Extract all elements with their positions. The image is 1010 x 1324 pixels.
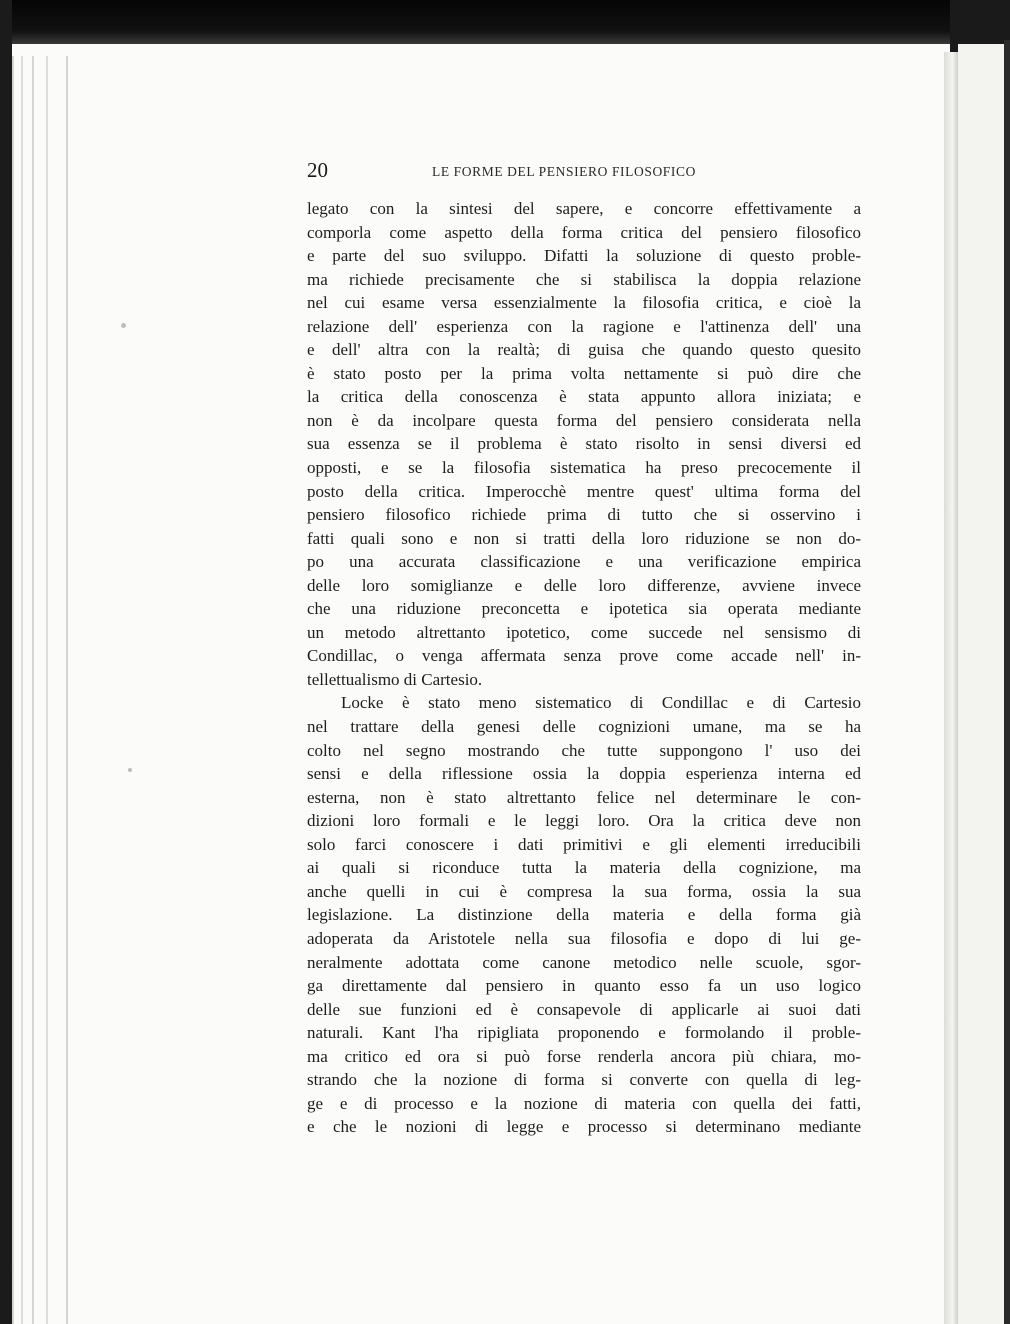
text-line: relazione dell' esperienza con la ragione e l'attinenza dell' una [307, 316, 861, 336]
text-line: posto della critica. Imperocchè mentre quest' ultima forma del [307, 481, 861, 501]
text-line: che una riduzione preconcetta e ipotetica sia operata mediante [307, 599, 861, 619]
text-line: ge e di processo e la nozione di materia con quella dei fatti, [307, 1093, 861, 1113]
text-line: adoperata da Aristotele nella sua filosofia e dopo di lui ge- [307, 928, 861, 948]
text-line: legislazione. La distinzione della materia e della forma già [307, 905, 861, 925]
text-line: tellettualismo di Cartesio. [307, 669, 483, 689]
scan-border-right [1004, 40, 1010, 1324]
text-line: fatti quali sono e non si tratti della loro riduzione se non do- [307, 528, 861, 548]
text-line: pensiero filosofico richiede prima di tutto che si osservino i [307, 505, 861, 525]
body-text [307, 197, 861, 1139]
text-line: ma critico ed ora si può forse renderla ancora più chiara, mo- [307, 1046, 861, 1066]
text-line: Condillac, o venga affermata senza prove come accade nell' in- [307, 646, 861, 666]
text-line: colto nel segno mostrando che tutte suppongono l' uso dei [307, 740, 861, 760]
scan-border-left [0, 0, 12, 1324]
paper-speck [121, 323, 126, 328]
text-line: non è da incolpare questa forma del pensiero considerata nella [307, 410, 861, 430]
text-line: nel cui esame versa essenzialmente la filosofia critica, e cioè la [307, 293, 861, 313]
text-line: opposti, e se la filosofia sistematica ha preso precocemente il [307, 458, 861, 478]
text-line: nel trattare della genesi delle cognizioni umane, ma se ha [307, 717, 861, 737]
text-line: e che le nozioni di legge e processo si determinano mediante [307, 1117, 861, 1137]
text-line: ga direttamente dal pensiero in quanto esso fa un uso logico [307, 976, 861, 996]
text-line: po una accurata classificazione e una verificazione empirica [307, 552, 861, 572]
text-line-paragraph-start: Locke è stato meno sistematico di Condillac e di Cartesio [341, 693, 861, 713]
page-number: 20 [307, 158, 328, 182]
text-line: legato con la sintesi del sapere, e concorre effettivamente a [307, 199, 861, 218]
text-line: e parte del suo sviluppo. Difatti la soluzione di questo proble- [307, 246, 861, 266]
scan-border-top [0, 0, 1010, 44]
text-line: dizioni loro formali e le leggi loro. Ora la critica deve non [307, 811, 861, 831]
text-line: strando che la nozione di forma si converte con quella di leg- [307, 1070, 861, 1090]
text-line: e dell' altra con la realtà; di guisa che quando questo quesito [307, 340, 861, 360]
text-line: è stato posto per la prima volta nettamente si può dire che [307, 363, 861, 383]
text-line: comporla come aspetto della forma critica del pensiero filosofico [307, 222, 861, 242]
running-title: LE FORME DEL PENSIERO FILOSOFICO [432, 164, 696, 179]
page-fold-edge [944, 52, 958, 1324]
text-line: la critica della conoscenza è stata appunto allora iniziata; e [307, 387, 861, 407]
running-head [0, 158, 1010, 188]
text-line: un metodo altrettanto ipotetico, come succede nel sensismo di [307, 622, 861, 642]
text-line: esterna, non è stato altrettanto felice nel determinare le con- [307, 787, 861, 807]
text-line: neralmente adottata come canone metodico nelle scuole, sgor- [307, 952, 861, 972]
next-page-sheet [958, 44, 1004, 1324]
text-line: solo farci conoscere i dati primitivi e gli elementi irreducibili [307, 834, 861, 854]
text-line: sensi e della riflessione ossia la doppia esperienza interna ed [307, 764, 861, 784]
text-line: sua essenza se il problema è stato risolto in sensi diversi ed [307, 434, 861, 454]
text-line: delle loro somiglianze e delle loro differenze, avviene invece [307, 575, 861, 595]
text-line: ai quali si riconduce tutta la materia della cognizione, ma [307, 858, 861, 878]
page-stack-edges [12, 56, 82, 1324]
paper-speck [128, 768, 132, 772]
text-line: anche quelli in cui è compresa la sua forma, ossia la sua [307, 881, 861, 901]
text-line: delle sue funzioni ed è consapevole di applicarle ai suoi dati [307, 999, 861, 1019]
text-line: ma richiede precisamente che si stabilisca la doppia relazione [307, 269, 861, 289]
text-line: naturali. Kant l'ha ripigliata proponendo e formolando il proble- [307, 1023, 861, 1043]
